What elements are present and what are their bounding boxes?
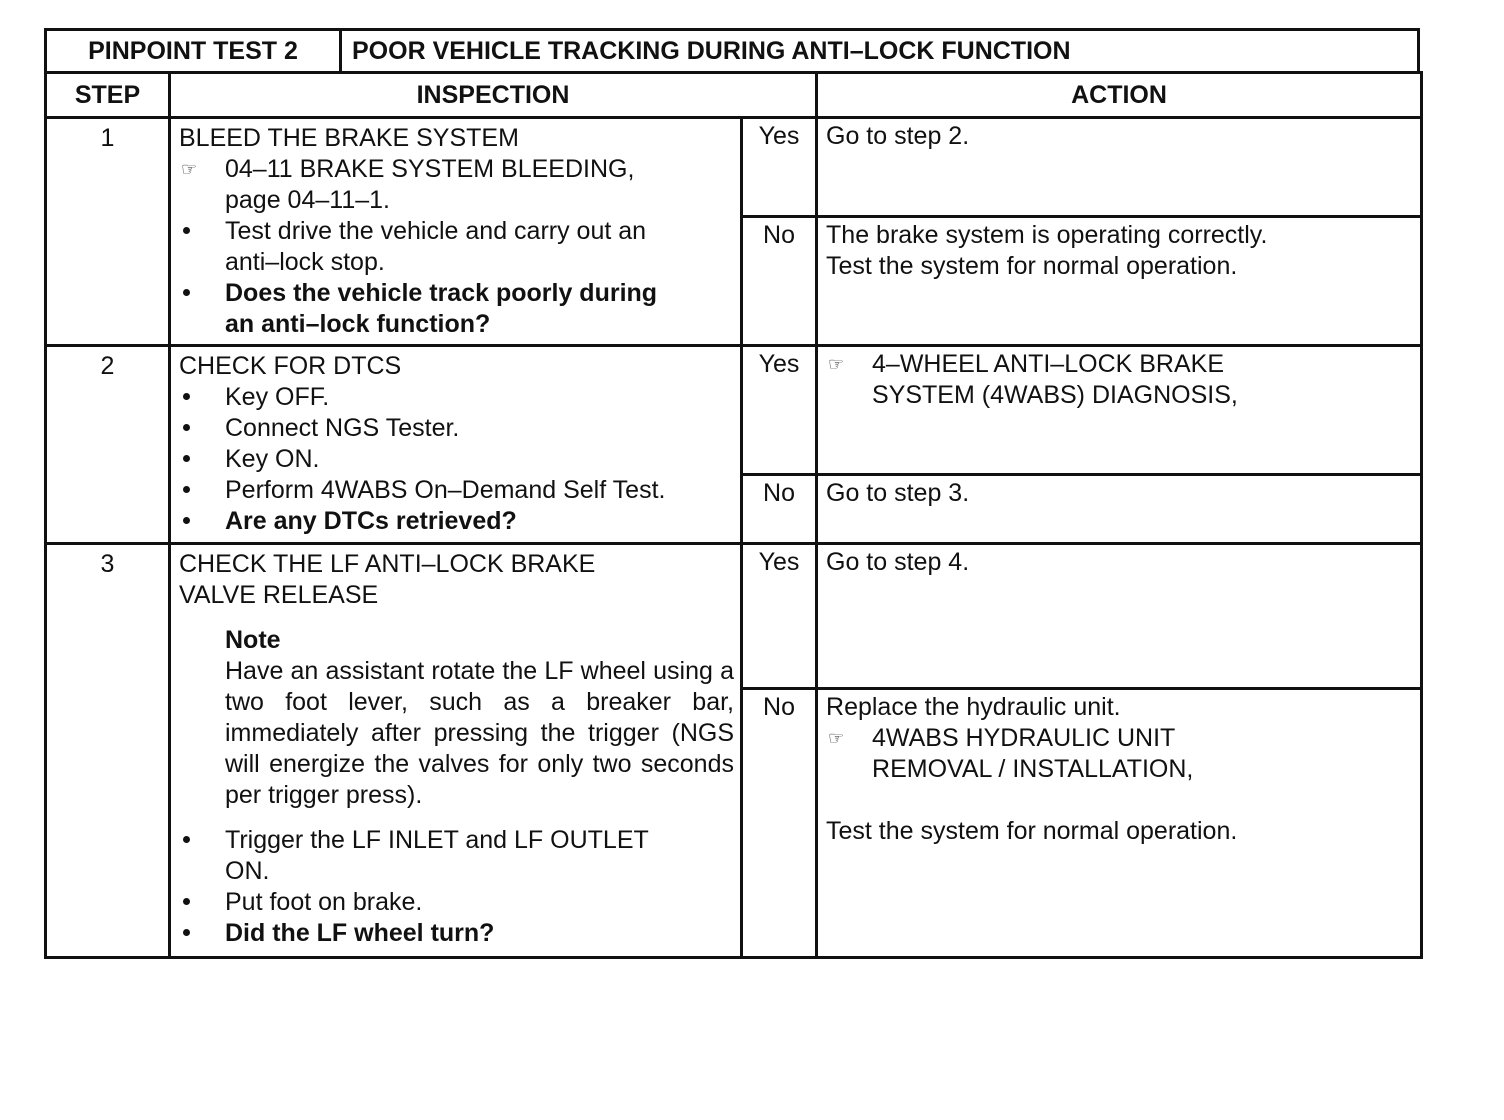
bullet-item (179, 475, 734, 506)
test-id: PINPOINT TEST 2 (46, 30, 341, 73)
pinpoint-test-table (44, 71, 1423, 959)
bullet-item (179, 825, 734, 887)
yes-label: Yes (742, 118, 817, 217)
yes-action: Go to step 2. (817, 118, 1422, 217)
step-2-inspection (170, 346, 742, 544)
yes-action (817, 346, 1422, 475)
bullet-item (179, 887, 734, 918)
bullet-icon (183, 227, 190, 234)
test-title: POOR VEHICLE TRACKING DURING ANTI–LOCK FUNCTION (341, 30, 1419, 73)
pinpoint-test-document (44, 28, 1420, 959)
step-3-yes-row (46, 544, 1422, 689)
action-text: Test the system for normal operation. (826, 252, 1238, 280)
no-action (817, 217, 1422, 346)
bullet-text: Key OFF. (225, 383, 330, 411)
no-label: No (742, 689, 817, 958)
column-header-inspection: INSPECTION (170, 73, 817, 118)
reference-hand-icon: ☞ (828, 728, 845, 748)
step-number: 2 (46, 346, 170, 544)
bullet-icon (183, 455, 190, 462)
reference-item (826, 723, 1412, 785)
reference-hand-icon: ☞ (181, 159, 198, 179)
bullet-text: Connect NGS Tester. (225, 414, 460, 442)
yes-action: Go to step 4. (817, 544, 1422, 689)
bullet-icon (183, 393, 190, 400)
column-header-row (46, 73, 1422, 118)
action-text: The brake system is operating correctly. (826, 221, 1268, 249)
step-2-yes-row (46, 346, 1422, 475)
bullet-text: Test drive the vehicle and carry out an (225, 217, 647, 245)
step-title: VALVE RELEASE (179, 581, 379, 609)
reference-item (826, 349, 1412, 411)
bullet-item (179, 918, 734, 949)
question-text: Did the LF wheel turn? (225, 919, 495, 947)
bullet-icon (183, 929, 190, 936)
bullet-icon (183, 289, 190, 296)
yes-label: Yes (742, 346, 817, 475)
bullet-icon (183, 898, 190, 905)
yes-label: Yes (742, 544, 817, 689)
action-text: Test the system for normal operation. (826, 817, 1238, 845)
step-number: 1 (46, 118, 170, 346)
question-text: an anti–lock function? (225, 310, 491, 338)
bullet-icon (183, 836, 190, 843)
reference-text: REMOVAL / INSTALLATION, (872, 755, 1194, 783)
no-action (817, 689, 1422, 958)
reference-text: 04–11 BRAKE SYSTEM BLEEDING, (225, 155, 635, 183)
step-number: 3 (46, 544, 170, 958)
bullet-text: Key ON. (225, 445, 320, 473)
bullet-item (179, 444, 734, 475)
reference-text: SYSTEM (4WABS) DIAGNOSIS, (872, 381, 1238, 409)
note-text: Have an assistant rotate the LF wheel using a two foot lever, such as a breaker bar, immediately after pressing the trigger (NGS will energize the valves for only two seconds per trigger press). (225, 657, 734, 809)
step-title: BLEED THE BRAKE SYSTEM (179, 124, 519, 152)
bullet-item (179, 216, 734, 278)
bullet-text: Trigger the LF INLET and LF OUTLET (225, 826, 649, 854)
bullet-text: anti–lock stop. (225, 248, 385, 276)
bullet-item (179, 382, 734, 413)
no-label: No (742, 217, 817, 346)
reference-text: 4–WHEEL ANTI–LOCK BRAKE (872, 350, 1224, 378)
step-title: CHECK THE LF ANTI–LOCK BRAKE (179, 550, 596, 578)
question-text: Are any DTCs retrieved? (225, 507, 517, 535)
bullet-text: Perform 4WABS On–Demand Self Test. (225, 476, 666, 504)
bullet-icon (183, 517, 190, 524)
note-block (225, 625, 734, 811)
no-label: No (742, 475, 817, 544)
step-1-inspection (170, 118, 742, 346)
question-text: Does the vehicle track poorly during (225, 279, 658, 307)
step-title: CHECK FOR DTCS (179, 352, 402, 380)
test-title-bar (44, 28, 1420, 74)
column-header-action: ACTION (817, 73, 1422, 118)
bullet-text: ON. (225, 857, 270, 885)
reference-hand-icon: ☞ (828, 354, 845, 374)
bullet-item (179, 278, 734, 340)
bullet-icon (183, 424, 190, 431)
step-1-yes-row (46, 118, 1422, 217)
no-action: Go to step 3. (817, 475, 1422, 544)
reference-text: 4WABS HYDRAULIC UNIT (872, 724, 1176, 752)
bullet-item (179, 506, 734, 537)
bullet-text: Put foot on brake. (225, 888, 423, 916)
column-header-step: STEP (46, 73, 170, 118)
reference-item (179, 154, 734, 216)
bullet-item (179, 413, 734, 444)
bullet-icon (183, 486, 190, 493)
note-heading: Note (225, 626, 281, 654)
step-3-inspection (170, 544, 742, 958)
action-text: Replace the hydraulic unit. (826, 693, 1121, 721)
reference-page: page 04–11–1. (225, 186, 390, 214)
